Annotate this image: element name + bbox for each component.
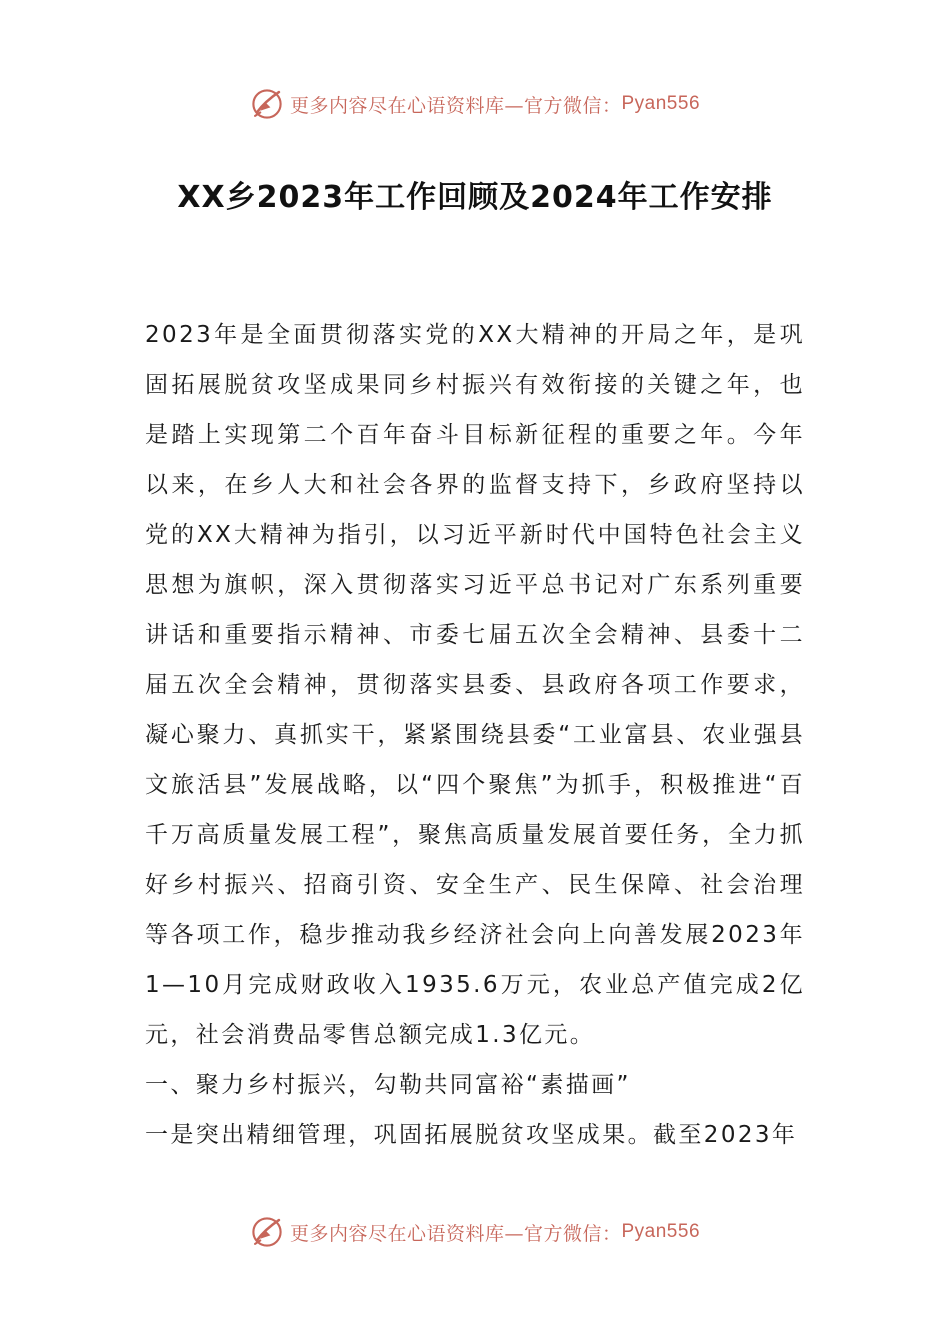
watermark-wechat-id: Pyan556 xyxy=(621,93,701,114)
watermark-text: 更多内容尽在心语资料库—官方微信： xyxy=(289,1222,622,1245)
document-title: XX乡2023年工作回顾及2024年工作安排 xyxy=(177,180,773,215)
footer-watermark xyxy=(0,1212,950,1252)
pen-logo-icon xyxy=(250,1215,284,1249)
section-heading-1: 一、聚力乡村振兴，勾勒共同富裕“素描画” xyxy=(145,1072,631,1098)
watermark-text: 更多内容尽在心语资料库—官方微信： xyxy=(289,94,622,117)
header-watermark xyxy=(0,84,950,124)
pen-logo-icon xyxy=(250,87,284,121)
watermark-wechat-id: Pyan556 xyxy=(621,1221,701,1242)
document-body xyxy=(145,310,805,1160)
intro-paragraph: 2023年是全面贯彻落实党的XX大精神的开局之年，是巩固拓展脱贫攻坚成果同乡村振兴有效衔接的关键之年，也是踏上实现第二个百年奋斗目标新征程的重要之年。今年以来，在乡人大和社会各界的监督支持下，乡政府坚持以党的XX大精神为指引，以习近平新时代中国特色社会主义思想为旗帜，深入贯彻落实习近平总书记对广东系列重要讲话和重要指示精神、市委七届五次全会精神、县委十二届五次全会精神，贯彻落实县委、县政府各项工作要求，凝心聚力、真抓实干，紧紧围绕县委“工业富县、农业强县文旅活县”发展战略，以“四个聚焦”为抓手，积极推进“百千万高质量发展工程”，聚焦高质量发展首要任务，全力抓好乡村振兴、招商引资、安全生产、民生保障、社会治理等各项工作，稳步推动我乡经济社会向上向善发展2023年1—10月完成财政收入1935.6万元，农业总产值完成2亿元，社会消费品零售总额完成1.3亿元。 xyxy=(145,322,805,1048)
section-1-paragraph: 一是突出精细管理，巩固拓展脱贫攻坚成果。截至2023年 xyxy=(145,1122,798,1148)
